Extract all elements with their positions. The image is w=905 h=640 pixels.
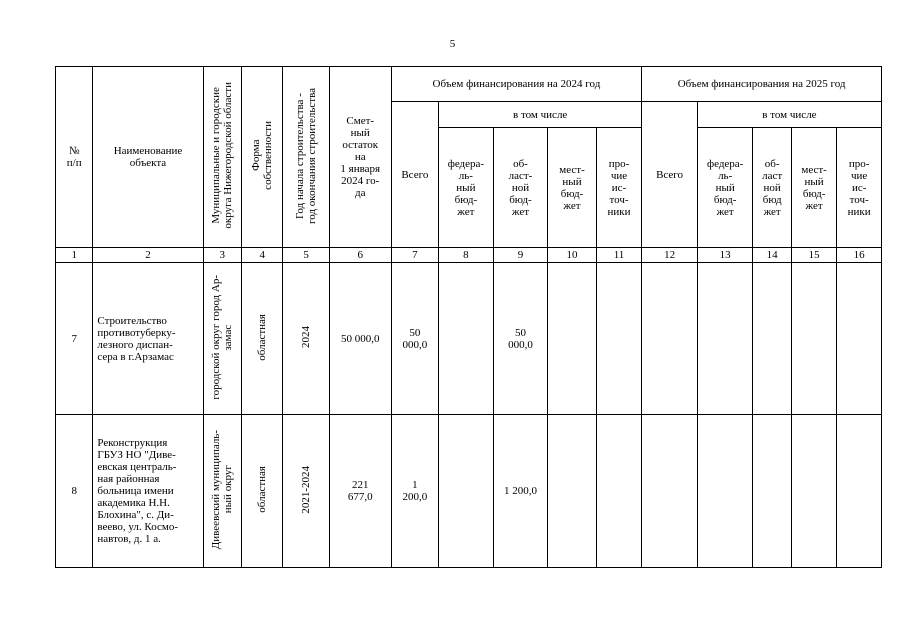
other-2025 xyxy=(837,415,882,568)
column-number: 6 xyxy=(329,248,391,263)
regional-2025 xyxy=(753,415,791,568)
total-2025 xyxy=(642,415,698,568)
district: городской округ город Ар- замас xyxy=(203,263,241,415)
district: Дивеевский муниципаль- ный округ xyxy=(203,415,241,568)
header-district: Муниципальные и городские округа Нижегородской области xyxy=(203,67,241,248)
column-number: 3 xyxy=(203,248,241,263)
regional-2024: 50 000,0 xyxy=(493,263,548,415)
construction-years: 2024 xyxy=(283,263,330,415)
table-row xyxy=(56,263,882,415)
ownership-form: областная xyxy=(241,415,282,568)
page-number: 5 xyxy=(449,38,456,50)
header-federal-2024: федера- ль- ный бюд- жет xyxy=(439,128,494,248)
header-local-2025: мест- ный бюд- жет xyxy=(791,128,836,248)
header-years: Год начала строительства - год окончания строительства xyxy=(283,67,330,248)
column-numbers-row xyxy=(56,248,882,263)
total-2024: 1 200,0 xyxy=(391,415,439,568)
table-row xyxy=(56,415,882,568)
estimated-balance: 50 000,0 xyxy=(329,263,391,415)
column-number: 9 xyxy=(493,248,548,263)
financing-table xyxy=(55,66,882,568)
header-financing-2024: Объем финансирования на 2024 год xyxy=(391,67,642,102)
header-financing-2025: Объем финансирования на 2025 год xyxy=(642,67,882,102)
column-number: 16 xyxy=(837,248,882,263)
header-local-2024: мест- ный бюд- жет xyxy=(548,128,597,248)
ownership-form: областная xyxy=(241,263,282,415)
header-other-2025: про- чие ис- точ- ники xyxy=(837,128,882,248)
construction-years: 2021-2024 xyxy=(283,415,330,568)
other-2024 xyxy=(596,263,642,415)
header-total-2025: Всего xyxy=(642,102,698,248)
column-number: 13 xyxy=(697,248,753,263)
column-number: 14 xyxy=(753,248,791,263)
column-number: 5 xyxy=(283,248,330,263)
row-number: 7 xyxy=(56,263,93,415)
federal-2025 xyxy=(697,263,753,415)
local-2024 xyxy=(548,415,597,568)
column-number: 11 xyxy=(596,248,642,263)
object-name: Строительство противотуберку- лезного диспан- сера в г.Арзамас xyxy=(93,263,203,415)
federal-2025 xyxy=(697,415,753,568)
regional-2025 xyxy=(753,263,791,415)
column-number: 12 xyxy=(642,248,698,263)
local-2024 xyxy=(548,263,597,415)
regional-2024: 1 200,0 xyxy=(493,415,548,568)
column-number: 4 xyxy=(241,248,282,263)
column-number: 8 xyxy=(439,248,494,263)
header-other-2024: про- чие ис- точ- ники xyxy=(596,128,642,248)
header-regional-2025: об- ласт ной бюд жет xyxy=(753,128,791,248)
column-number: 7 xyxy=(391,248,439,263)
total-2024: 50 000,0 xyxy=(391,263,439,415)
header-federal-2025: федера- ль- ный бюд- жет xyxy=(697,128,753,248)
object-name: Реконструкция ГБУЗ НО "Диве- евская централь- ная районная больница имени академика Н.Н. Блохина", с. Ди- веево, ул. Космо- навтов, д. 1 а. xyxy=(93,415,203,568)
local-2025 xyxy=(791,263,836,415)
header-row-1 xyxy=(56,67,882,102)
row-number: 8 xyxy=(56,415,93,568)
header-name: Наименование объекта xyxy=(93,67,203,248)
column-number: 2 xyxy=(93,248,203,263)
federal-2024 xyxy=(439,415,494,568)
other-2025 xyxy=(837,263,882,415)
header-including-2024: в том числе xyxy=(439,102,642,128)
total-2025 xyxy=(642,263,698,415)
header-ownership: Форма собственности xyxy=(241,67,282,248)
local-2025 xyxy=(791,415,836,568)
column-number: 15 xyxy=(791,248,836,263)
estimated-balance: 221 677,0 xyxy=(329,415,391,568)
column-number: 1 xyxy=(56,248,93,263)
other-2024 xyxy=(596,415,642,568)
federal-2024 xyxy=(439,263,494,415)
header-regional-2024: об- ласт- ной бюд- жет xyxy=(493,128,548,248)
header-including-2025: в том числе xyxy=(697,102,881,128)
header-total-2024: Всего xyxy=(391,102,439,248)
header-balance: Смет- ный остаток на 1 января 2024 го- да xyxy=(329,67,391,248)
column-number: 10 xyxy=(548,248,597,263)
header-num: № п/п xyxy=(56,67,93,248)
